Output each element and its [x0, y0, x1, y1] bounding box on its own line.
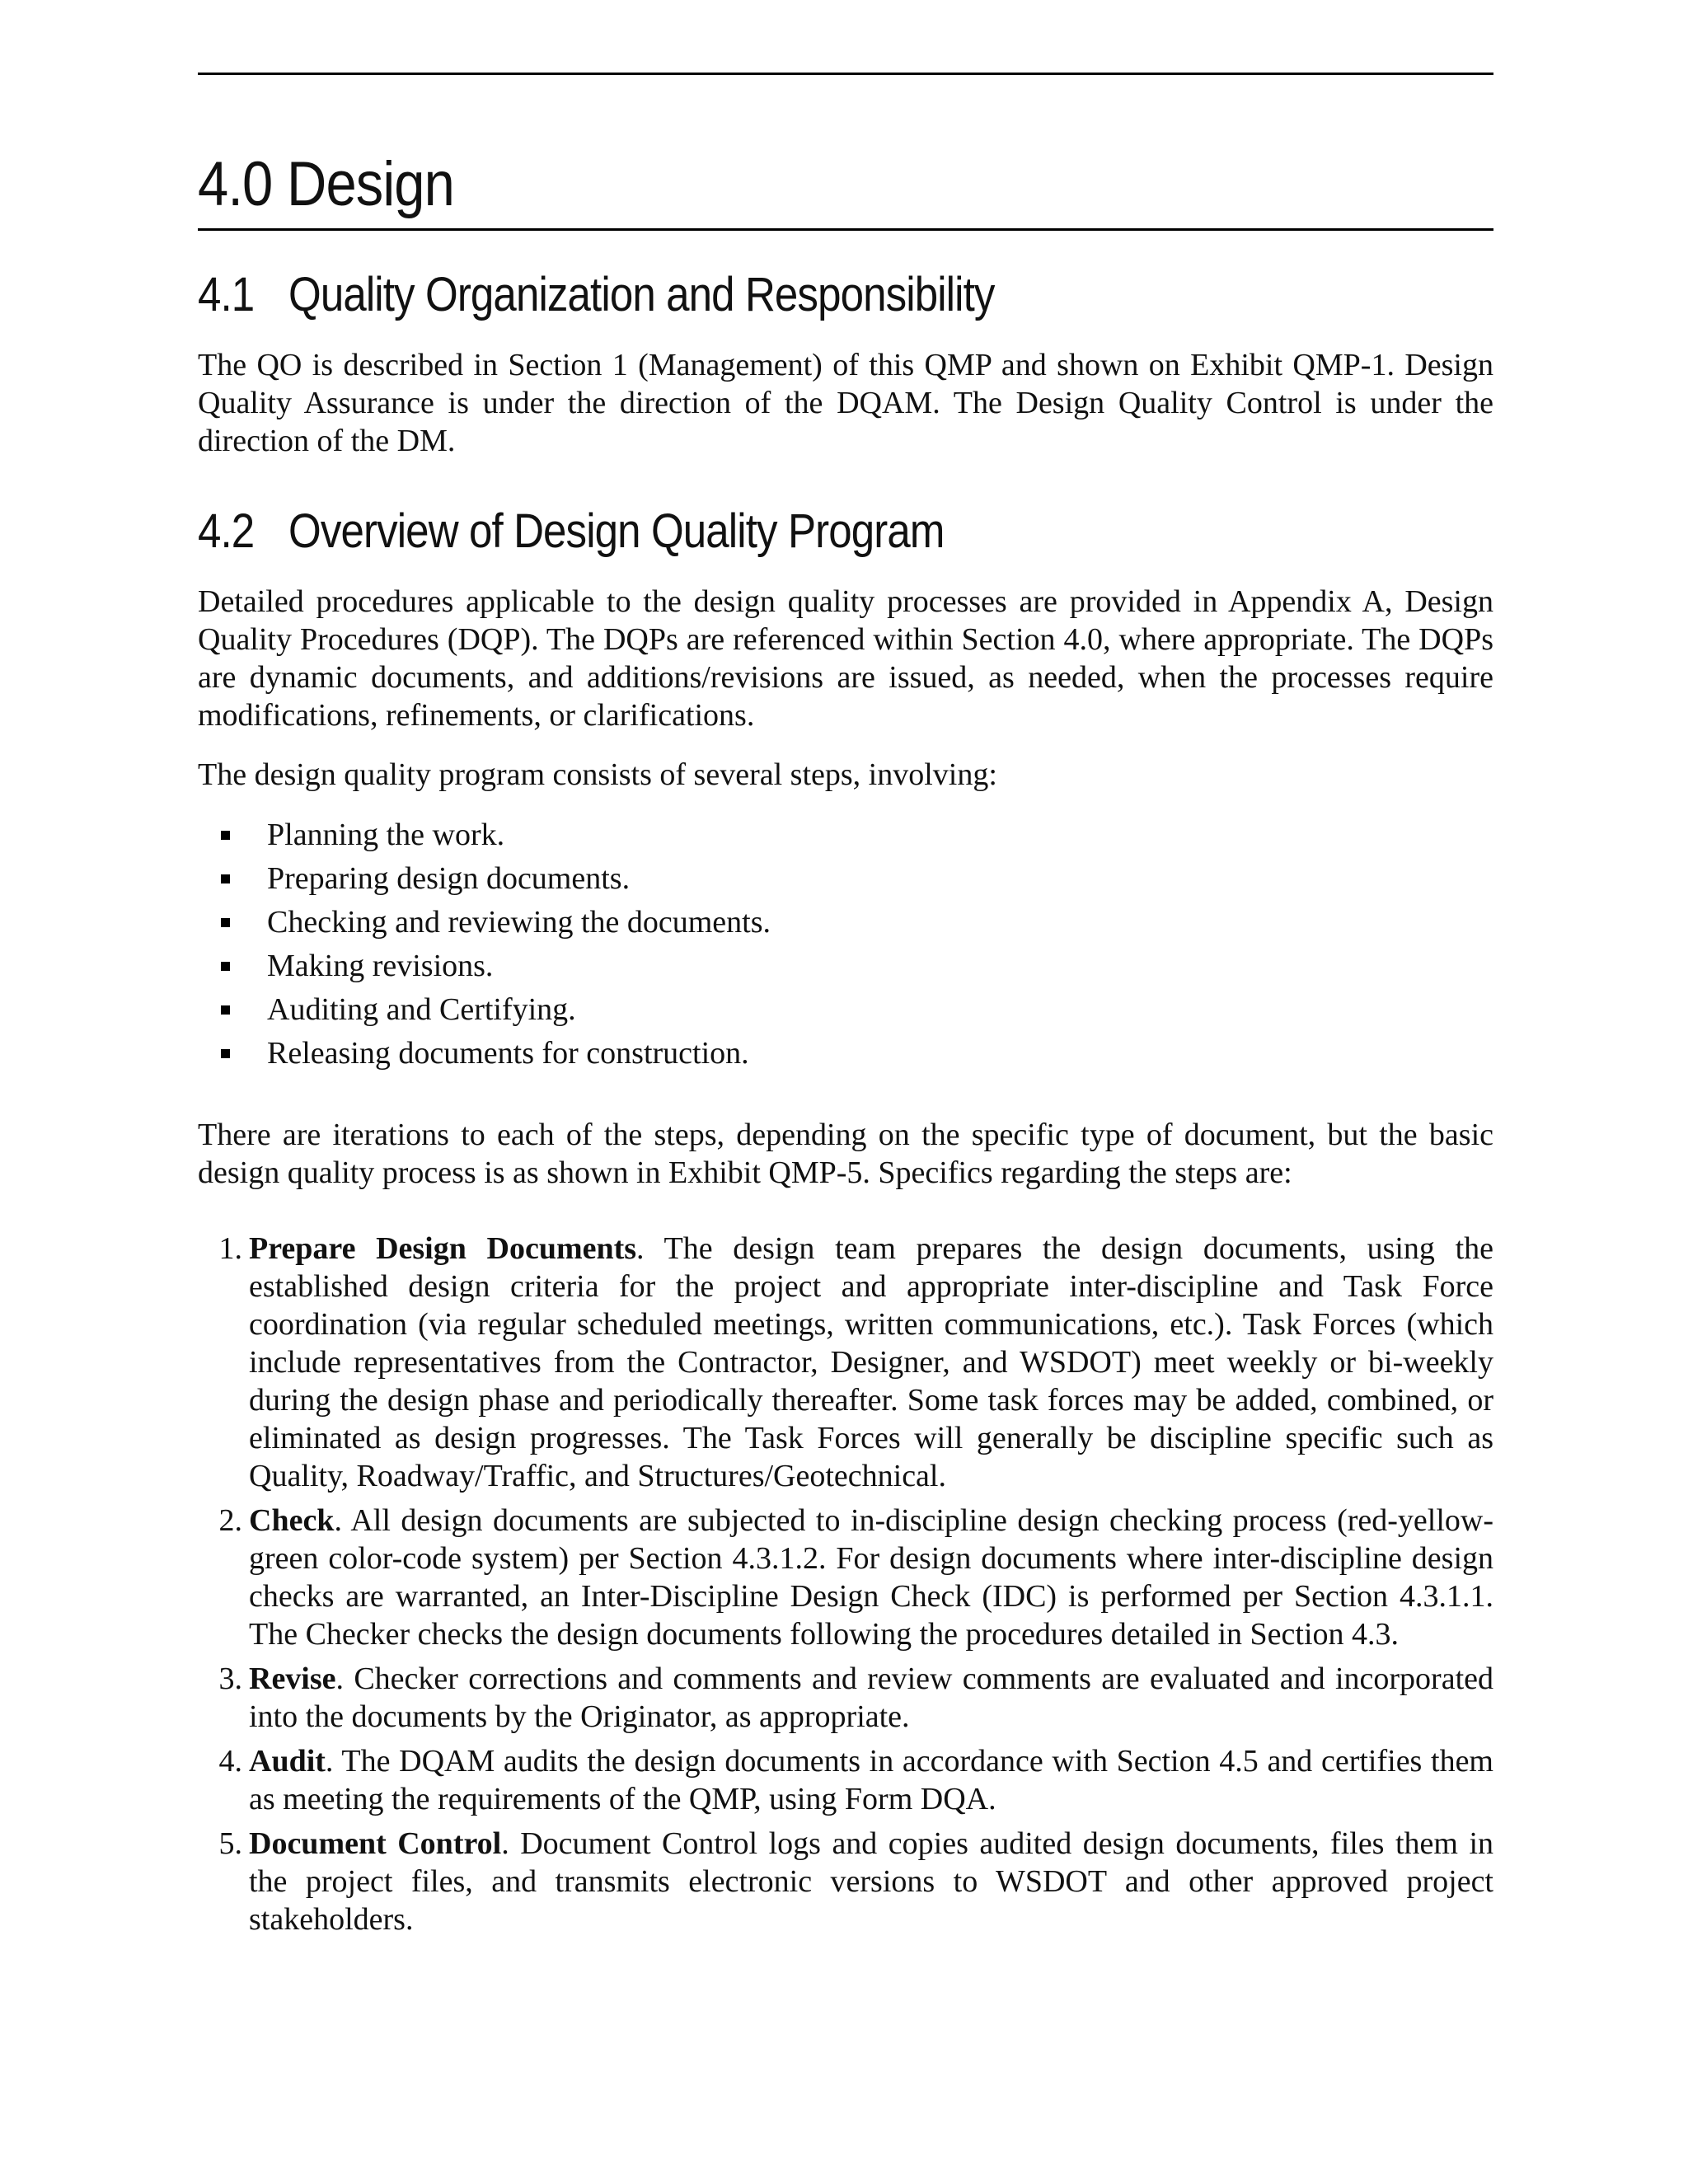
section-4-2-intro: Detailed procedures applicable to the design quality processes are provided in Appendix A, Design Quality Procedures (DQP). The DQPs are referenced within Section 4.0, where appropriate. The DQPs are dynamic documents, and additions/revisions are issued, as needed, when the processes require modifications, refinements, or clarifications. [198, 584, 1493, 733]
section-4-1-title: Quality Organization and Responsibility [288, 268, 995, 321]
step-text: . Document Control logs and copies audited design documents, files them in the project files, and transmits electronic versions to WSDOT and other approved project stakeholders. [249, 1826, 1494, 1937]
section-4-1-number: 4.1 [198, 268, 255, 321]
step-number: 5. [218, 1826, 242, 1861]
section-4-1-body: The QO is described in Section 1 (Management) of this QMP and shown on Exhibit QMP-1. Design Quality Assurance is under the direction of the DQAM. The Design Quality Control is under the direction of the DM. [198, 348, 1493, 458]
step-number: 3. [218, 1661, 242, 1696]
step-lead: Revise [249, 1661, 336, 1696]
numbered-steps-list [198, 1230, 1493, 1945]
step-text: . All design documents are subjected to in-discipline design checking process (red-yellow-green color-code system) per Section 4.3.1.2. For design documents where inter-discipline design checks are warranted, an Inter-Discipline Design Check (IDC) is performed per Section 4.3.1.1. The Checker checks the design documents following the procedures detailed in Section 4.3. [249, 1503, 1493, 1652]
bullet-square-icon [221, 962, 230, 971]
step-prepare-design-documents [198, 1230, 1493, 1495]
list-item: Releasing documents for construction. [198, 1032, 1493, 1076]
step-text: . The design team prepares the design documents, using the established design criteria for the project and appropriate inter-discipline and Task Force coordination (via regular scheduled meetings, written communications, etc.). Task Forces (which include representatives from the Contractor, Designer, and WSDOT) meet weekly or bi-weekly during the design phase and periodically thereafter. Some task forces may be added, combined, or eliminated as design progresses. The Task Forces will generally be discipline specific such as Quality, Roadway/Traffic, and Structures/Geotechnical. [249, 1231, 1493, 1493]
step-check [198, 1502, 1493, 1653]
chapter-title-rule [198, 228, 1493, 231]
iterations-paragraph: There are iterations to each of the steps, depending on the specific type of document, but the basic design quality process is as shown in Exhibit QMP-5. Specifics regarding the steps are: [198, 1118, 1493, 1190]
bullet-square-icon [221, 1005, 230, 1015]
list-item: Making revisions. [198, 944, 1493, 988]
step-number: 2. [218, 1503, 242, 1538]
step-lead: Prepare Design Documents [249, 1231, 637, 1266]
section-4-1-heading [198, 266, 995, 324]
step-revise [198, 1660, 1493, 1736]
bullet-square-icon [221, 1049, 230, 1058]
step-number: 1. [218, 1231, 242, 1266]
step-number: 4. [218, 1744, 242, 1779]
step-lead: Audit [249, 1744, 326, 1779]
step-lead: Check [249, 1503, 335, 1538]
bullet-list [198, 813, 1493, 1076]
step-audit [198, 1742, 1493, 1818]
step-text: . The DQAM audits the design documents in accordance with Section 4.5 and certifies them as meeting the requirements of the QMP, using Form DQA. [249, 1744, 1493, 1816]
step-lead: Document Control [249, 1826, 502, 1861]
section-4-2-title: Overview of Design Quality Program [288, 504, 945, 558]
list-item: Preparing design documents. [198, 857, 1493, 901]
bullet-square-icon [221, 831, 230, 840]
section-4-2-number: 4.2 [198, 504, 255, 558]
steps-intro: The design quality program consists of several steps, involving: [198, 757, 997, 792]
header-rule [198, 73, 1493, 75]
bullet-square-icon [221, 918, 230, 927]
step-text: . Checker corrections and comments and review comments are evaluated and incorporated into the documents by the Originator, as appropriate. [249, 1661, 1493, 1734]
chapter-title: 4.0 Design [198, 149, 454, 219]
list-item: Checking and reviewing the documents. [198, 901, 1493, 944]
bullet-square-icon [221, 874, 230, 883]
section-4-2-heading [198, 503, 945, 560]
list-item: Auditing and Certifying. [198, 988, 1493, 1032]
step-document-control [198, 1825, 1493, 1938]
list-item: Planning the work. [198, 813, 1493, 857]
